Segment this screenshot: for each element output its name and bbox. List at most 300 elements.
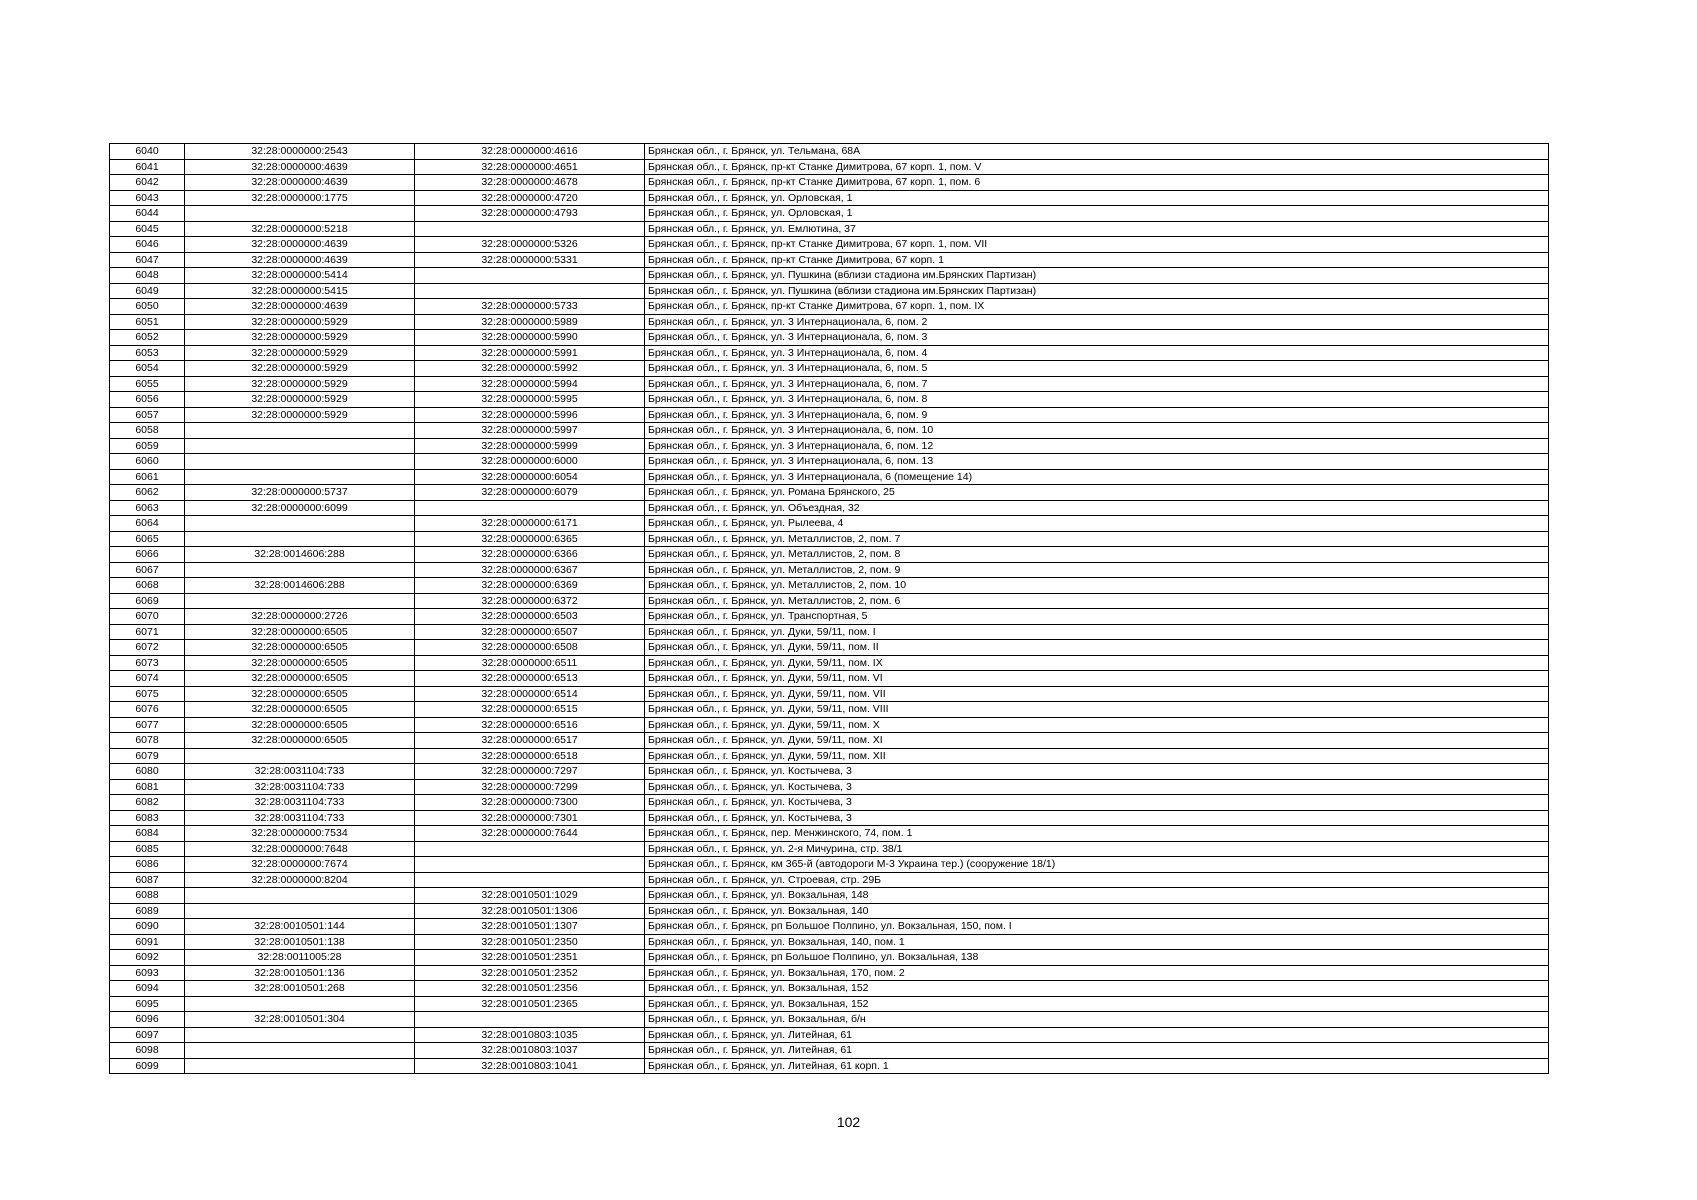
- cadastral-number-cell: [185, 438, 415, 454]
- cadastral-number-cell: 32:28:0000000:6505: [185, 624, 415, 640]
- row-number-cell: 6078: [110, 733, 185, 749]
- object-cadastral-number-cell: 32:28:0000000:6517: [415, 733, 645, 749]
- address-cell: Брянская обл., г. Брянск, ул. Дуки, 59/11, пом. II: [645, 640, 1549, 656]
- row-number-cell: 6068: [110, 578, 185, 594]
- address-cell: Брянская обл., г. Брянск, ул. Металлистов, 2, пом. 7: [645, 531, 1549, 547]
- cadastral-number-cell: [185, 593, 415, 609]
- table-row: [110, 981, 1549, 997]
- cadastral-number-cell: [185, 1058, 415, 1074]
- table-row: [110, 1043, 1549, 1059]
- row-number-cell: 6075: [110, 686, 185, 702]
- row-number-cell: 6063: [110, 500, 185, 516]
- table-row: [110, 934, 1549, 950]
- object-cadastral-number-cell: 32:28:0000000:6171: [415, 516, 645, 532]
- table-row: [110, 237, 1549, 253]
- object-cadastral-number-cell: 32:28:0010501:2351: [415, 950, 645, 966]
- object-cadastral-number-cell: 32:28:0000000:6369: [415, 578, 645, 594]
- object-cadastral-number-cell: 32:28:0010803:1037: [415, 1043, 645, 1059]
- cadastral-number-cell: 32:28:0000000:5929: [185, 407, 415, 423]
- address-cell: Брянская обл., г. Брянск, ул. Металлистов, 2, пом. 9: [645, 562, 1549, 578]
- object-cadastral-number-cell: [415, 283, 645, 299]
- address-cell: Брянская обл., г. Брянск, ул. Пушкина (вблизи стадиона им.Брянских Партизан): [645, 268, 1549, 284]
- object-cadastral-number-cell: 32:28:0000000:6503: [415, 609, 645, 625]
- cadastral-number-cell: [185, 903, 415, 919]
- row-number-cell: 6054: [110, 361, 185, 377]
- object-cadastral-number-cell: 32:28:0000000:6372: [415, 593, 645, 609]
- cadastral-number-cell: 32:28:0000000:8204: [185, 872, 415, 888]
- row-number-cell: 6069: [110, 593, 185, 609]
- table-row: [110, 764, 1549, 780]
- address-cell: Брянская обл., г. Брянск, ул. Металлистов, 2, пом. 8: [645, 547, 1549, 563]
- address-cell: Брянская обл., г. Брянск, ул. Дуки, 59/11, пом. X: [645, 717, 1549, 733]
- object-cadastral-number-cell: 32:28:0000000:7300: [415, 795, 645, 811]
- table-row: [110, 190, 1549, 206]
- address-cell: Брянская обл., г. Брянск, ул. Дуки, 59/11, пом. IX: [645, 655, 1549, 671]
- cadastral-number-cell: 32:28:0014606:288: [185, 578, 415, 594]
- cadastral-number-cell: 32:28:0000000:4639: [185, 252, 415, 268]
- address-cell: Брянская обл., г. Брянск, ул. Вокзальная, 148: [645, 888, 1549, 904]
- row-number-cell: 6089: [110, 903, 185, 919]
- row-number-cell: 6051: [110, 314, 185, 330]
- row-number-cell: 6097: [110, 1027, 185, 1043]
- cadastral-number-cell: [185, 1043, 415, 1059]
- object-cadastral-number-cell: 32:28:0000000:5994: [415, 376, 645, 392]
- object-cadastral-number-cell: [415, 872, 645, 888]
- row-number-cell: 6080: [110, 764, 185, 780]
- address-cell: Брянская обл., г. Брянск, ул. Орловская, 1: [645, 206, 1549, 222]
- row-number-cell: 6091: [110, 934, 185, 950]
- table-row: [110, 717, 1549, 733]
- table-row: [110, 1027, 1549, 1043]
- row-number-cell: 6076: [110, 702, 185, 718]
- row-number-cell: 6041: [110, 159, 185, 175]
- table-row: [110, 965, 1549, 981]
- row-number-cell: 6099: [110, 1058, 185, 1074]
- cadastral-number-cell: 32:28:0000000:6099: [185, 500, 415, 516]
- object-cadastral-number-cell: 32:28:0000000:6514: [415, 686, 645, 702]
- cadastral-number-cell: 32:28:0000000:5414: [185, 268, 415, 284]
- address-cell: Брянская обл., г. Брянск, ул. 3 Интернационала, 6, пом. 13: [645, 454, 1549, 470]
- object-cadastral-number-cell: 32:28:0000000:5990: [415, 330, 645, 346]
- row-number-cell: 6058: [110, 423, 185, 439]
- cadastral-number-cell: [185, 469, 415, 485]
- cadastral-number-cell: 32:28:0000000:1775: [185, 190, 415, 206]
- object-cadastral-number-cell: 32:28:0000000:5995: [415, 392, 645, 408]
- address-cell: Брянская обл., г. Брянск, ул. Пушкина (вблизи стадиона им.Брянских Партизан): [645, 283, 1549, 299]
- address-cell: Брянская обл., г. Брянск, ул. Дуки, 59/11, пом. XI: [645, 733, 1549, 749]
- address-cell: Брянская обл., г. Брянск, ул. 3 Интернационала, 6, пом. 10: [645, 423, 1549, 439]
- object-cadastral-number-cell: 32:28:0000000:5989: [415, 314, 645, 330]
- cadastral-number-cell: 32:28:0000000:5929: [185, 361, 415, 377]
- address-cell: Брянская обл., г. Брянск, ул. Объездная, 32: [645, 500, 1549, 516]
- row-number-cell: 6046: [110, 237, 185, 253]
- cadastral-number-cell: 32:28:0000000:5737: [185, 485, 415, 501]
- cadastral-number-cell: 32:28:0000000:4639: [185, 299, 415, 315]
- table-row: [110, 578, 1549, 594]
- table-row: [110, 314, 1549, 330]
- address-cell: Брянская обл., г. Брянск, ул. Металлистов, 2, пом. 10: [645, 578, 1549, 594]
- address-cell: Брянская обл., г. Брянск, ул. Орловская, 1: [645, 190, 1549, 206]
- address-cell: Брянская обл., г. Брянск, ул. Вокзальная, 140, пом. 1: [645, 934, 1549, 950]
- object-cadastral-number-cell: 32:28:0010803:1041: [415, 1058, 645, 1074]
- address-cell: Брянская обл., г. Брянск, ул. 3 Интернационала, 6, пом. 9: [645, 407, 1549, 423]
- object-cadastral-number-cell: 32:28:0000000:5991: [415, 345, 645, 361]
- cadastral-number-cell: [185, 516, 415, 532]
- table-row: [110, 469, 1549, 485]
- object-cadastral-number-cell: [415, 268, 645, 284]
- row-number-cell: 6082: [110, 795, 185, 811]
- table-row: [110, 872, 1549, 888]
- object-cadastral-number-cell: 32:28:0010501:1307: [415, 919, 645, 935]
- address-cell: Брянская обл., г. Брянск, ул. Дуки, 59/11, пом. VII: [645, 686, 1549, 702]
- row-number-cell: 6065: [110, 531, 185, 547]
- cadastral-number-cell: 32:28:0010501:304: [185, 1012, 415, 1028]
- object-cadastral-number-cell: 32:28:0000000:6365: [415, 531, 645, 547]
- cadastral-number-cell: 32:28:0000000:4639: [185, 175, 415, 191]
- address-cell: Брянская обл., г. Брянск, ул. Строевая, стр. 29Б: [645, 872, 1549, 888]
- address-cell: Брянская обл., г. Брянск, ул. Дуки, 59/11, пом. VI: [645, 671, 1549, 687]
- cadastral-number-cell: [185, 206, 415, 222]
- table-row: [110, 516, 1549, 532]
- cadastral-number-cell: 32:28:0000000:6505: [185, 671, 415, 687]
- object-cadastral-number-cell: 32:28:0000000:6366: [415, 547, 645, 563]
- table-row: [110, 950, 1549, 966]
- row-number-cell: 6085: [110, 841, 185, 857]
- address-cell: Брянская обл., г. Брянск, рп Большое Полпино, ул. Вокзальная, 138: [645, 950, 1549, 966]
- table-row: [110, 485, 1549, 501]
- object-cadastral-number-cell: 32:28:0000000:6513: [415, 671, 645, 687]
- cadastral-number-cell: 32:28:0000000:5929: [185, 314, 415, 330]
- object-cadastral-number-cell: 32:28:0000000:4616: [415, 144, 645, 160]
- object-cadastral-number-cell: 32:28:0000000:4720: [415, 190, 645, 206]
- object-cadastral-number-cell: 32:28:0000000:5992: [415, 361, 645, 377]
- address-cell: Брянская обл., г. Брянск, ул. 3 Интернационала, 6, пом. 2: [645, 314, 1549, 330]
- row-number-cell: 6071: [110, 624, 185, 640]
- table-row: [110, 686, 1549, 702]
- row-number-cell: 6072: [110, 640, 185, 656]
- object-cadastral-number-cell: 32:28:0010501:1029: [415, 888, 645, 904]
- table-row: [110, 345, 1549, 361]
- table-row: [110, 438, 1549, 454]
- address-cell: Брянская обл., г. Брянск, ул. Костычева, 3: [645, 810, 1549, 826]
- table-row: [110, 500, 1549, 516]
- object-cadastral-number-cell: 32:28:0000000:4678: [415, 175, 645, 191]
- table-row: [110, 144, 1549, 160]
- table-row: [110, 640, 1549, 656]
- row-number-cell: 6092: [110, 950, 185, 966]
- row-number-cell: 6093: [110, 965, 185, 981]
- address-cell: Брянская обл., г. Брянск, рп Большое Полпино, ул. Вокзальная, 150, пом. I: [645, 919, 1549, 935]
- address-cell: Брянская обл., г. Брянск, ул. Костычева, 3: [645, 764, 1549, 780]
- row-number-cell: 6064: [110, 516, 185, 532]
- table-row: [110, 562, 1549, 578]
- table-row: [110, 903, 1549, 919]
- address-cell: Брянская обл., г. Брянск, ул. Вокзальная, б/н: [645, 1012, 1549, 1028]
- object-cadastral-number-cell: [415, 1012, 645, 1028]
- object-cadastral-number-cell: [415, 500, 645, 516]
- row-number-cell: 6098: [110, 1043, 185, 1059]
- row-number-cell: 6049: [110, 283, 185, 299]
- table-row: [110, 919, 1549, 935]
- table-row: [110, 888, 1549, 904]
- row-number-cell: 6088: [110, 888, 185, 904]
- object-cadastral-number-cell: 32:28:0000000:6507: [415, 624, 645, 640]
- page-number: 102: [836, 1114, 861, 1130]
- object-cadastral-number-cell: 32:28:0010803:1035: [415, 1027, 645, 1043]
- row-number-cell: 6079: [110, 748, 185, 764]
- cadastral-number-cell: [185, 1027, 415, 1043]
- table-row: [110, 671, 1549, 687]
- cadastral-number-cell: [185, 423, 415, 439]
- property-registry-table: [109, 143, 1549, 1074]
- table-row: [110, 454, 1549, 470]
- table-row: [110, 702, 1549, 718]
- row-number-cell: 6087: [110, 872, 185, 888]
- cadastral-number-cell: 32:28:0014606:288: [185, 547, 415, 563]
- table-row: [110, 779, 1549, 795]
- cadastral-number-cell: 32:28:0010501:136: [185, 965, 415, 981]
- cadastral-number-cell: 32:28:0000000:2543: [185, 144, 415, 160]
- address-cell: Брянская обл., г. Брянск, пр-кт Станке Димитрова, 67 корп. 1, пом. 6: [645, 175, 1549, 191]
- table-row: [110, 1058, 1549, 1074]
- row-number-cell: 6096: [110, 1012, 185, 1028]
- address-cell: Брянская обл., г. Брянск, ул. 3 Интернационала, 6, пом. 7: [645, 376, 1549, 392]
- row-number-cell: 6042: [110, 175, 185, 191]
- address-cell: Брянская обл., г. Брянск, ул. 3 Интернационала, 6, пом. 8: [645, 392, 1549, 408]
- object-cadastral-number-cell: [415, 857, 645, 873]
- object-cadastral-number-cell: [415, 841, 645, 857]
- address-cell: Брянская обл., г. Брянск, ул. Вокзальная, 152: [645, 981, 1549, 997]
- row-number-cell: 6052: [110, 330, 185, 346]
- address-cell: Брянская обл., г. Брянск, ул. Дуки, 59/11, пом. I: [645, 624, 1549, 640]
- cadastral-number-cell: 32:28:0000000:5929: [185, 345, 415, 361]
- address-cell: Брянская обл., г. Брянск, пр-кт Станке Димитрова, 67 корп. 1, пом. IX: [645, 299, 1549, 315]
- cadastral-number-cell: [185, 531, 415, 547]
- cadastral-number-cell: 32:28:0000000:5415: [185, 283, 415, 299]
- cadastral-number-cell: 32:28:0000000:7534: [185, 826, 415, 842]
- address-cell: Брянская обл., г. Брянск, ул. 3 Интернационала, 6 (помещение 14): [645, 469, 1549, 485]
- object-cadastral-number-cell: 32:28:0000000:6054: [415, 469, 645, 485]
- row-number-cell: 6066: [110, 547, 185, 563]
- row-number-cell: 6083: [110, 810, 185, 826]
- row-number-cell: 6053: [110, 345, 185, 361]
- row-number-cell: 6040: [110, 144, 185, 160]
- address-cell: Брянская обл., г. Брянск, пер. Менжинского, 74, пом. 1: [645, 826, 1549, 842]
- object-cadastral-number-cell: 32:28:0000000:7301: [415, 810, 645, 826]
- cadastral-number-cell: [185, 454, 415, 470]
- table-row: [110, 593, 1549, 609]
- cadastral-number-cell: [185, 562, 415, 578]
- cadastral-number-cell: 32:28:0000000:5929: [185, 392, 415, 408]
- object-cadastral-number-cell: 32:28:0000000:7644: [415, 826, 645, 842]
- row-number-cell: 6044: [110, 206, 185, 222]
- table-row: [110, 407, 1549, 423]
- cadastral-number-cell: 32:28:0000000:6505: [185, 733, 415, 749]
- table-row: [110, 175, 1549, 191]
- row-number-cell: 6094: [110, 981, 185, 997]
- cadastral-number-cell: 32:28:0031104:733: [185, 779, 415, 795]
- table-row: [110, 252, 1549, 268]
- cadastral-number-cell: 32:28:0000000:2726: [185, 609, 415, 625]
- address-cell: Брянская обл., г. Брянск, ул. 3 Интернационала, 6, пом. 12: [645, 438, 1549, 454]
- address-cell: Брянская обл., г. Брянск, ул. Вокзальная, 170, пом. 2: [645, 965, 1549, 981]
- address-cell: Брянская обл., г. Брянск, ул. Литейная, 61 корп. 1: [645, 1058, 1549, 1074]
- row-number-cell: 6055: [110, 376, 185, 392]
- row-number-cell: 6061: [110, 469, 185, 485]
- row-number-cell: 6084: [110, 826, 185, 842]
- object-cadastral-number-cell: 32:28:0000000:6508: [415, 640, 645, 656]
- table-row: [110, 283, 1549, 299]
- cadastral-number-cell: 32:28:0011005:28: [185, 950, 415, 966]
- row-number-cell: 6095: [110, 996, 185, 1012]
- cadastral-number-cell: 32:28:0000000:6505: [185, 702, 415, 718]
- object-cadastral-number-cell: 32:28:0000000:4651: [415, 159, 645, 175]
- table-row: [110, 423, 1549, 439]
- cadastral-number-cell: [185, 748, 415, 764]
- row-number-cell: 6077: [110, 717, 185, 733]
- table-row: [110, 733, 1549, 749]
- address-cell: Брянская обл., г. Брянск, ул. 3 Интернационала, 6, пом. 4: [645, 345, 1549, 361]
- object-cadastral-number-cell: 32:28:0010501:1306: [415, 903, 645, 919]
- cadastral-number-cell: 32:28:0000000:6505: [185, 655, 415, 671]
- address-cell: Брянская обл., г. Брянск, ул. Емлютина, 37: [645, 221, 1549, 237]
- table-row: [110, 221, 1549, 237]
- cadastral-number-cell: 32:28:0010501:268: [185, 981, 415, 997]
- address-cell: Брянская обл., г. Брянск, ул. Дуки, 59/11, пом. XII: [645, 748, 1549, 764]
- address-cell: Брянская обл., г. Брянск, ул. 3 Интернационала, 6, пом. 5: [645, 361, 1549, 377]
- object-cadastral-number-cell: 32:28:0010501:2352: [415, 965, 645, 981]
- table-row: [110, 810, 1549, 826]
- row-number-cell: 6050: [110, 299, 185, 315]
- row-number-cell: 6059: [110, 438, 185, 454]
- address-cell: Брянская обл., г. Брянск, ул. 3 Интернационала, 6, пом. 3: [645, 330, 1549, 346]
- address-cell: Брянская обл., г. Брянск, ул. Вокзальная, 140: [645, 903, 1549, 919]
- object-cadastral-number-cell: 32:28:0000000:6079: [415, 485, 645, 501]
- object-cadastral-number-cell: 32:28:0000000:5996: [415, 407, 645, 423]
- row-number-cell: 6045: [110, 221, 185, 237]
- table-row: [110, 857, 1549, 873]
- row-number-cell: 6086: [110, 857, 185, 873]
- row-number-cell: 6043: [110, 190, 185, 206]
- address-cell: Брянская обл., г. Брянск, ул. Костычева, 3: [645, 779, 1549, 795]
- row-number-cell: 6060: [110, 454, 185, 470]
- address-cell: Брянская обл., г. Брянск, ул. 2-я Мичурина, стр. 38/1: [645, 841, 1549, 857]
- address-cell: Брянская обл., г. Брянск, ул. Романа Брянского, 25: [645, 485, 1549, 501]
- object-cadastral-number-cell: [415, 221, 645, 237]
- object-cadastral-number-cell: 32:28:0010501:2356: [415, 981, 645, 997]
- table-row: [110, 996, 1549, 1012]
- row-number-cell: 6062: [110, 485, 185, 501]
- table-row: [110, 826, 1549, 842]
- object-cadastral-number-cell: 32:28:0010501:2350: [415, 934, 645, 950]
- cadastral-number-cell: [185, 996, 415, 1012]
- object-cadastral-number-cell: 32:28:0000000:5997: [415, 423, 645, 439]
- cadastral-number-cell: 32:28:0031104:733: [185, 764, 415, 780]
- row-number-cell: 6081: [110, 779, 185, 795]
- address-cell: Брянская обл., г. Брянск, ул. Литейная, 61: [645, 1027, 1549, 1043]
- table-row: [110, 795, 1549, 811]
- table-row: [110, 376, 1549, 392]
- row-number-cell: 6090: [110, 919, 185, 935]
- table-row: [110, 531, 1549, 547]
- address-cell: Брянская обл., г. Брянск, пр-кт Станке Димитрова, 67 корп. 1: [645, 252, 1549, 268]
- table-row: [110, 392, 1549, 408]
- address-cell: Брянская обл., г. Брянск, ул. Рылеева, 4: [645, 516, 1549, 532]
- cadastral-number-cell: 32:28:0010501:144: [185, 919, 415, 935]
- address-cell: Брянская обл., г. Брянск, км 365-й (автодороги М-3 Украина тер.) (сооружение 18/1): [645, 857, 1549, 873]
- table-row: [110, 361, 1549, 377]
- address-cell: Брянская обл., г. Брянск, ул. Тельмана, 68А: [645, 144, 1549, 160]
- cadastral-number-cell: 32:28:0000000:6505: [185, 717, 415, 733]
- address-cell: Брянская обл., г. Брянск, ул. Вокзальная, 152: [645, 996, 1549, 1012]
- row-number-cell: 6070: [110, 609, 185, 625]
- object-cadastral-number-cell: 32:28:0000000:6515: [415, 702, 645, 718]
- object-cadastral-number-cell: 32:28:0000000:5331: [415, 252, 645, 268]
- row-number-cell: 6067: [110, 562, 185, 578]
- object-cadastral-number-cell: 32:28:0000000:6367: [415, 562, 645, 578]
- object-cadastral-number-cell: 32:28:0000000:6511: [415, 655, 645, 671]
- table-row: [110, 748, 1549, 764]
- table-row: [110, 1012, 1549, 1028]
- table-row: [110, 655, 1549, 671]
- table-row: [110, 609, 1549, 625]
- row-number-cell: 6057: [110, 407, 185, 423]
- table-row: [110, 159, 1549, 175]
- table-row: [110, 624, 1549, 640]
- registry-table-body: [110, 144, 1549, 1074]
- table-row: [110, 841, 1549, 857]
- cadastral-number-cell: 32:28:0000000:4639: [185, 159, 415, 175]
- object-cadastral-number-cell: 32:28:0010501:2365: [415, 996, 645, 1012]
- object-cadastral-number-cell: 32:28:0000000:6000: [415, 454, 645, 470]
- address-cell: Брянская обл., г. Брянск, ул. Дуки, 59/11, пом. VIII: [645, 702, 1549, 718]
- table-row: [110, 330, 1549, 346]
- table-row: [110, 268, 1549, 284]
- cadastral-number-cell: 32:28:0000000:5929: [185, 330, 415, 346]
- object-cadastral-number-cell: 32:28:0000000:6518: [415, 748, 645, 764]
- cadastral-number-cell: 32:28:0010501:138: [185, 934, 415, 950]
- cadastral-number-cell: 32:28:0000000:6505: [185, 686, 415, 702]
- row-number-cell: 6073: [110, 655, 185, 671]
- object-cadastral-number-cell: 32:28:0000000:5999: [415, 438, 645, 454]
- cadastral-number-cell: 32:28:0000000:7648: [185, 841, 415, 857]
- address-cell: Брянская обл., г. Брянск, ул. Транспортная, 5: [645, 609, 1549, 625]
- cadastral-number-cell: [185, 888, 415, 904]
- object-cadastral-number-cell: 32:28:0000000:5733: [415, 299, 645, 315]
- address-cell: Брянская обл., г. Брянск, ул. Костычева, 3: [645, 795, 1549, 811]
- cadastral-number-cell: 32:28:0000000:4639: [185, 237, 415, 253]
- object-cadastral-number-cell: 32:28:0000000:7299: [415, 779, 645, 795]
- address-cell: Брянская обл., г. Брянск, пр-кт Станке Димитрова, 67 корп. 1, пом. VII: [645, 237, 1549, 253]
- cadastral-number-cell: 32:28:0031104:733: [185, 810, 415, 826]
- object-cadastral-number-cell: 32:28:0000000:5326: [415, 237, 645, 253]
- cadastral-number-cell: 32:28:0000000:6505: [185, 640, 415, 656]
- cadastral-number-cell: 32:28:0031104:733: [185, 795, 415, 811]
- row-number-cell: 6047: [110, 252, 185, 268]
- row-number-cell: 6048: [110, 268, 185, 284]
- cadastral-number-cell: 32:28:0000000:5929: [185, 376, 415, 392]
- object-cadastral-number-cell: 32:28:0000000:4793: [415, 206, 645, 222]
- cadastral-number-cell: 32:28:0000000:5218: [185, 221, 415, 237]
- object-cadastral-number-cell: 32:28:0000000:7297: [415, 764, 645, 780]
- row-number-cell: 6056: [110, 392, 185, 408]
- object-cadastral-number-cell: 32:28:0000000:6516: [415, 717, 645, 733]
- table-row: [110, 547, 1549, 563]
- address-cell: Брянская обл., г. Брянск, пр-кт Станке Димитрова, 67 корп. 1, пом. V: [645, 159, 1549, 175]
- table-row: [110, 299, 1549, 315]
- table-row: [110, 206, 1549, 222]
- address-cell: Брянская обл., г. Брянск, ул. Литейная, 61: [645, 1043, 1549, 1059]
